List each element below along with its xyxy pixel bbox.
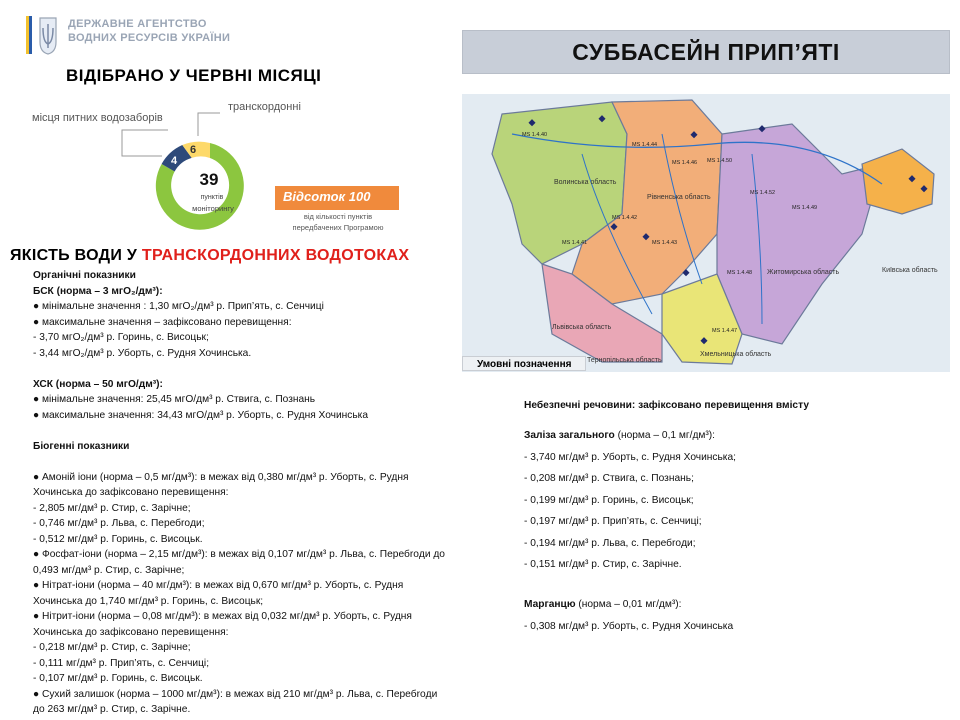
text-line <box>33 423 503 439</box>
intakes-label: місця питних водозаборів <box>32 112 163 124</box>
text-line <box>33 454 503 470</box>
banner-title: СУББАСЕЙН ПРИП’ЯТІ <box>572 38 840 65</box>
text-line: - 0,218 мг/дм³ р. Стир, с. Зарічне; <box>33 642 191 653</box>
map-station-label: MS 1.4.44 <box>632 142 658 148</box>
text-line <box>33 361 503 377</box>
text-line: 0,493 мг/дм³ р. Стир, с. Зарічне; <box>33 564 185 576</box>
map-station-label: MS 1.4.47 <box>712 328 738 334</box>
quality-title-part2: ТРАНСКОРДОННИХ ВОДОТОКАХ <box>141 247 410 264</box>
map-label: Тернопільська область <box>587 357 662 364</box>
text-line: ● Нітрат-іони (норма – 40 мг/дм³): в межах від 0,670 мг/дм³ р. Уборть, с. Рудня <box>33 580 404 591</box>
iron-line: - 0,197 мг/дм³ р. Прип’ять, с. Сенчиці; <box>524 516 702 527</box>
map-label: Київська область <box>882 267 938 274</box>
text-line: ХСК (норма – 50 мгО/дм³): <box>33 378 163 390</box>
map-legend-label: Умовні позначення <box>462 356 586 371</box>
agency-name <box>68 17 230 45</box>
text-line: ● максимальне значення – зафіксовано перевищення: <box>33 316 292 328</box>
map-station-label: MS 1.4.42 <box>612 215 638 221</box>
transboundary-value: 6 <box>189 144 197 156</box>
map-station-label: MS 1.4.40 <box>522 132 548 138</box>
text-line: Хочинська до зафіксовано перевищення: <box>33 626 229 638</box>
text-line: - 3,44 мгО₂/дм³ р. Уборть, с. Рудня Хочинська. <box>33 347 252 359</box>
text-line: - 2,805 мг/дм³ р. Стир, с. Зарічне; <box>33 502 191 514</box>
map-station-label: MS 1.4.50 <box>707 158 733 164</box>
iron-heading <box>524 428 944 450</box>
text-line: ● Сухий залишок (норма – 1000 мг/дм³): в межах від 210 мг/дм³ р. Льва, с. Перебroди <box>33 688 438 700</box>
text-line: ● Нітрит-іони (норма – 0,08 мг/дм³): в межах від 0,032 мг/дм³ р. Уборть, с. Рудня <box>33 611 412 622</box>
text-line: ● Фосфат-іони (норма – 2,15 мг/дм³): в межах від 0,107 мг/дм³ р. Льва, с. Перебroди до <box>33 549 445 560</box>
hazardous-title: Небезпечні речовини: зафіксовано перевищення вмісту <box>524 400 809 411</box>
map-station-label: MS 1.4.43 <box>652 240 678 246</box>
text-line: - 0,512 мг/дм³ р. Горинь, с. Висоцьк. <box>33 533 203 545</box>
map-label: Рівненська область <box>647 194 711 201</box>
subbasin-banner <box>462 30 950 74</box>
subbasin-map <box>462 94 950 372</box>
map-label: Волинська область <box>554 179 617 186</box>
iron-norm: (норма – 0,1 мг/дм³): <box>614 430 716 441</box>
map-label: Житомирська область <box>767 269 840 276</box>
percent-note: від кількості пунктів передбачених Програмою <box>292 212 384 232</box>
text-line: ● мінімальне значення : 1,30 мгО₂/дм³ р. Прип’ять, с. Сенчиці <box>33 301 324 312</box>
monitoring-caption-1: пунктів <box>200 194 224 201</box>
text-line: Органічні показники <box>33 270 136 281</box>
manganese-line: - 0,308 мг/дм³ р. Уборть, с. Рудня Хочинська <box>524 620 734 632</box>
map-station-label: MS 1.4.52 <box>750 190 776 196</box>
iron-line: - 0,208 мг/дм³ р. Ствига, с. Познань; <box>524 473 694 484</box>
text-line: до 263 мг/дм³ р. Стир, с. Зарічне. <box>33 704 191 715</box>
agency-line-2: ВОДНИХ РЕСУРСІВ УКРАЇНИ <box>68 32 231 44</box>
quality-title <box>10 247 409 265</box>
text-line: Хочинська до 1,740 мг/дм³ р. Горинь, с. Висоцьк; <box>33 595 264 607</box>
iron-title: Заліза загального <box>524 430 615 441</box>
map-station-label: MS 1.4.49 <box>792 205 818 211</box>
iron-line: - 0,199 мг/дм³ р. Горинь, с. Висоцьк; <box>524 494 694 506</box>
text-line: Хочинська до зафіксовано перевищення: <box>33 487 229 498</box>
agency-line-1: ДЕРЖАВНЕ АГЕНТСТВО <box>68 18 207 30</box>
text-line: БСК (норма – 3 мгО₂/дм³): <box>33 285 163 297</box>
iron-line: - 0,151 мг/дм³ р. Стир, с. Зарічне. <box>524 559 682 570</box>
hazardous-section <box>524 398 944 640</box>
manganese-heading <box>524 597 944 619</box>
sampling-title: ВІДІБРАНО У ЧЕРВНІ МІСЯЦІ <box>66 66 322 85</box>
map-label: Львівська область <box>552 324 612 331</box>
monitoring-caption-2: моніторингу <box>192 204 234 213</box>
monitoring-value: 39 <box>199 170 219 189</box>
intakes-leader-line <box>122 130 168 156</box>
manganese-norm: (норма – 0,01 мг/дм³): <box>575 599 682 610</box>
text-line: - 0,107 мг/дм³ р. Горинь, с. Висоцьк. <box>33 673 203 684</box>
transboundary-label: транскордонні <box>228 101 301 113</box>
map-station-label: MS 1.4.48 <box>727 270 753 276</box>
manganese-title: Марганцю <box>524 599 576 610</box>
text-line: - 0,111 мг/дм³ р. Прип’ять, с. Сенчиці; <box>33 657 210 669</box>
map-station-label: MS 1.4.41 <box>562 240 588 246</box>
text-line: - 0,746 мг/дм³ р. Льва, с. Перебroди; <box>33 518 205 529</box>
map-station-label: MS 1.4.46 <box>672 160 698 166</box>
coat-of-arms-icon <box>22 14 62 56</box>
iron-line: - 0,194 мг/дм³ р. Льва, с. Перебroди; <box>524 537 696 549</box>
left-indicators <box>33 268 503 718</box>
iron-line: - 3,740 мг/дм³ р. Уборть, с. Рудня Хочинська; <box>524 451 736 463</box>
text-line: ● Амоній іони (норма – 0,5 мг/дм³): в межах від 0,380 мг/дм³ р. Уборть, с. Рудня <box>33 471 409 483</box>
text-line: ● мінімальне значення: 25,45 мгО/дм³ р. Ствига, с. Познань <box>33 394 316 405</box>
text-line: ● максимальне значення: 34,43 мгО/дм³ р. Уборть, с. Рудня Хочинська <box>33 409 369 421</box>
text-line: - 3,70 мгО₂/дм³ р. Горинь, с. Висоцьк; <box>33 332 209 343</box>
percent-badge <box>275 186 399 210</box>
intakes-value: 4 <box>170 155 178 167</box>
quality-title-part1: ЯКІСТЬ ВОДИ У <box>10 247 142 264</box>
percent-label: Відсоток 100 <box>283 189 371 204</box>
transboundary-leader-line <box>198 113 220 136</box>
map-label: Хмельницька область <box>700 351 772 358</box>
text-line: Біогенні показники <box>33 440 130 452</box>
